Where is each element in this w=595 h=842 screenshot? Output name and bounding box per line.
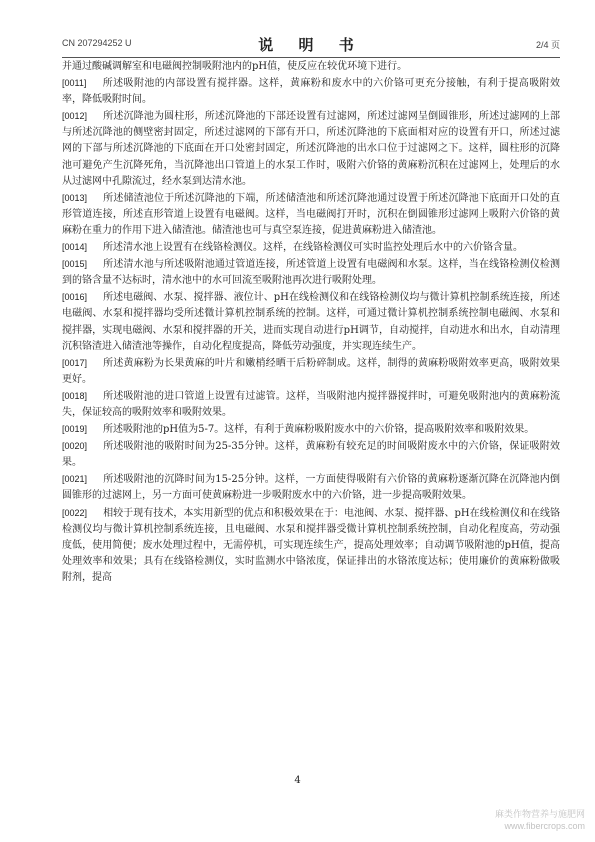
paragraph-0019 — [62, 421, 560, 438]
paragraph-number: [0013] — [62, 192, 88, 203]
paragraph-number: [0020] — [62, 441, 88, 452]
document-body — [62, 59, 560, 586]
paragraph-text: 所述吸附池的吸附时间为25-35分钟。这样，黄麻粉有较充足的时间吸附废水中的六价铬，保证吸附效果。 — [62, 441, 560, 469]
paragraph-number: [0014] — [62, 242, 88, 253]
paragraph-0018 — [62, 388, 560, 421]
paragraph-text: 所述清水池上设置有在线铬检测仪。这样，在线铬检测仪可实时监控处理后水中的六价铬含量。 — [103, 242, 524, 254]
paragraph-0014 — [62, 239, 560, 256]
paragraph-text: 所述清水池与所述吸附池通过管道连接，所述管道上设置有电磁阀和水泵。这样，当在线铬检测仪检测到的铬含量不达标时，清水池中的水可回流至吸附池再次进行吸附处理。 — [62, 259, 560, 287]
paragraph-number: [0016] — [62, 292, 88, 303]
opening-paragraph: 并通过酸碱调解室和电磁阀控制吸附池内的pH值，使反应在较优环境下进行。 — [62, 61, 408, 72]
document-title: 说 明 书 — [258, 36, 364, 54]
paragraph-0016 — [62, 289, 560, 354]
paragraph-0022 — [62, 505, 560, 586]
paragraph-0011 — [62, 75, 560, 108]
paragraph-0015 — [62, 256, 560, 289]
paragraph-0021 — [62, 471, 560, 504]
paragraph-text: 所述吸附池的进口管道上设置有过滤管。这样，当吸附池内搅拌器搅拌时，可避免吸附池内的黄麻粉流失，保证较高的吸附效率和吸附效果。 — [62, 390, 560, 418]
paragraph-number: [0011] — [62, 78, 87, 89]
paragraph-number: [0012] — [62, 111, 88, 122]
paragraph-number: [0021] — [62, 474, 88, 485]
paragraph-text: 所述储渣池位于所述沉降池的下端，所述储渣池和所述沉降池通过设置于所述沉降池下底面开口处的直形管道连接，所述直形管道上设置有电磁阀。这样，当电磁阀打开时，沉积在倒圆锥形过滤网上吸附六价铬的黄麻粉在重力的作用下进入储渣池。储渣池也可与真空泵连接，促进黄麻粉进入储渣池。 — [62, 192, 560, 236]
paragraph-0012 — [62, 108, 560, 189]
paragraph-text: 相较于现有技术，本实用新型的优点和积极效果在于：电池阀、水泵、搅拌器、pH在线检测仪和在线铬检测仪均与微计算机控制系统连接，且电磁阀、水泵和搅拌器受微计算机控制系统控制，自动化程度高，劳动强度低，使用简便；废水处理过程中，无需停机，可实现连续生产，提高处理效率；自动调节吸附池的pH值，提高处理效率和效果；具有在线铬检测仪，实时监测水中铬浓度，保证排出的水铬浓度达标；使用廉价的黄麻粉做吸附剂，提高 — [62, 507, 560, 583]
paragraph-number: [0018] — [62, 390, 88, 401]
paragraph-0013 — [62, 190, 560, 239]
paragraph-0017 — [62, 355, 560, 388]
paragraph-text: 所述吸附池的pH值为5-7。这样，有利于黄麻粉吸附废水中的六价铬，提高吸附效率和吸附效果。 — [103, 424, 535, 436]
paragraph-number: [0015] — [62, 259, 88, 270]
paragraph-number: [0022] — [62, 507, 88, 518]
watermark-url: www.fibercrops.com — [504, 821, 585, 831]
document-number: CN 207294252 U — [62, 38, 132, 48]
paragraph-text: 所述电磁阀、水泵、搅拌器、液位计、pH在线检测仪和在线铬检测仪均与微计算机控制系统连接，所述电磁阀、水泵和搅拌器均受所述微计算机控制系统的控制。这样，可通过微计算机控制系统控制电磁阀、水泵和搅拌器，实现电磁阀、水泵和搅拌器的开关，进而实现自动进行pH调节，自动搅拌，自动进水和出水，自动清理沉积铬渣进入储渣池等操作，自动化程度提高，降低劳动强度，并实现连续生产。 — [62, 292, 560, 352]
paragraph-text: 所述沉降池为圆柱形，所述沉降池的下部还设置有过滤网，所述过滤网呈倒圆锥形，所述过滤网的上部与所述沉降池的侧壁密封固定，所述过滤网的下部有开口，所述沉降池的下底面相对应的设置有开口，所述过滤网的下部与所述沉降池的下底面在开口处密封固定，所述沉降池的出水口位于过滤网之下。这样，圆柱形的沉降池可避免产生沉降死角，当沉降池出口管道上的水泵工作时，吸附六价铬的黄麻粉沉积在过滤网上，处理后的水从过滤网中孔隙流过，经水泵到达清水池。 — [62, 111, 560, 187]
paragraph-text: 所述黄麻粉为长果黄麻的叶片和嫩梢经晒干后粉碎制成。这样，制得的黄麻粉吸附效率更高，吸附效果更好。 — [62, 357, 560, 385]
paragraph-number: [0019] — [62, 424, 88, 435]
header-divider — [62, 57, 560, 58]
paragraph-text: 所述吸附池的内部设置有搅拌器。这样，黄麻粉和废水中的六价铬可更充分接触，有利于提高吸附效率，降低吸附时间。 — [62, 78, 560, 106]
paragraph-0020 — [62, 438, 560, 471]
page-indicator: 2/4 页 — [535, 40, 560, 50]
watermark-site-name: 麻类作物营养与施肥网 — [494, 809, 585, 819]
site-watermark — [495, 808, 585, 832]
page-number: 4 — [294, 775, 301, 786]
paragraph-text: 所述吸附池的沉降时间为15-25分钟。这样，一方面使得吸附有六价铬的黄麻粉逐渐沉降在沉降池内倒圆锥形的过滤网上，另一方面可使黄麻粉进一步吸附废水中的六价铬，进一步提高吸附效果。 — [62, 474, 560, 502]
page-header — [62, 34, 560, 56]
paragraph-number: [0017] — [62, 357, 88, 368]
